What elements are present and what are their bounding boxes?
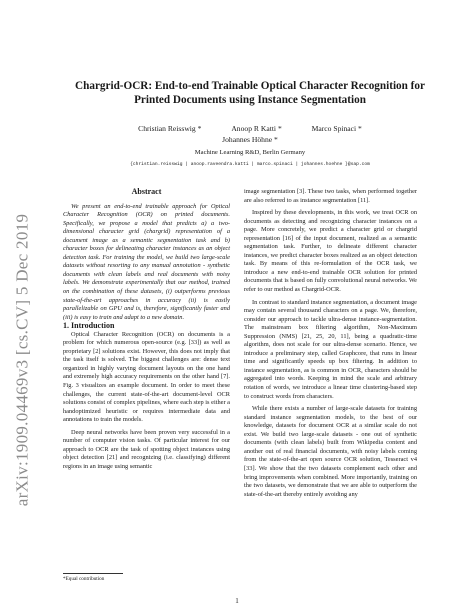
author-name: Anoop R Katti * <box>231 124 282 133</box>
body-paragraph: In contrast to standard instance segmentation, a document image may contain several thousand characters on a page. We, therefore, consider our approach to tackle ultra-dense instance-segmentation. The mainstream box filtering algorithm, Non-Maximum Suppression (NMS) [21, 25, 20, 11], being a quadratic-time algorithm, does not scale for our ultra-dense scenario. Hence, we introduce a preliminary step, called Graphcore, that runs in linear time and significantly speeds up box filtering. In addition to instance segmentation, as is common in OCR, characters should be aggregated into words. Keeping in mind the scale and arbitrary rotation of words, we introduce a linear time clustering-based step to construct words from characters. <box>244 298 417 400</box>
author-list <box>70 124 430 145</box>
body-paragraph: While there exists a number of large-scale datasets for training standard instance segmentation models, to the best of our knowledge, datasets for document OCR at a similar scale do not exist. We build two large-scale datasets - one out of synthetic documents (with clean labels) built from Wikipedia content and another out of real financial documents, with noisy labels coming from the state-of-the-art open source OCR solution, Tesseract v4 [33]. We show that the two datasets complement each other and bring improvements when combined. More importantly, training on the two datasets, we demonstrate that we are able to outperform the state-of-the-art thereby entirely avoiding any <box>244 405 417 498</box>
title-line-1: Chargrid-OCR: End-to-end Trainable Optical Character Recognition for <box>75 80 425 92</box>
author-name: Christian Reisswig * <box>138 124 202 133</box>
author-name: Johannes Höhne * <box>222 134 278 144</box>
abstract-heading: Abstract <box>131 187 162 196</box>
paper-title <box>70 79 430 107</box>
footnote: *Equal contribution <box>63 576 105 582</box>
intro-paragraph: Optical Character Recognition (OCR) on documents is a problem for which numerous open-source (e.g. [33]) as well as proprietary [2] solutions exist. However, this does not imply that the task itself is solved. The biggest challenges are: dense text organized in highly varying document layouts on the one hand and extremely high accuracy requirements on the other hand [7]. Fig. 3 visualizes an example document. In order to meet these challenges, the current state-of-the-art document-level OCR solutions consist of complex pipelines, where each step is either a handoptimized heuristic or requires intermediate data and annotations to train the models. <box>63 330 230 424</box>
arxiv-identifier-text: arXiv:1909.04469v3 [cs.CV] 5 Dec 2019 <box>12 213 31 507</box>
title-line-2: Printed Documents using Instance Segmentation <box>134 94 366 106</box>
body-paragraph: image segmentation [3]. These two tasks, when performed together are also referred to as instance segmentation [11]. <box>244 188 417 204</box>
body-paragraph: Inspired by these developments, in this work, we treat OCR on documents as detecting and recognizing character instances on a page. More concretely, we predict a character grid or chargrid representation [16] of the input document, realized as a semantic segmentation task. Further, to delineate different character instances, we predict character boxes realized as an object detection task. By means of this re-formulation of the OCR task, we introduce a new end-to-end trainable OCR solution for printed documents that is based on fully convolutional neural networks. We refer to our method as Chargrid-OCR. <box>244 209 417 294</box>
footnote-rule <box>63 573 123 574</box>
introduction-heading: 1. Introduction <box>63 321 115 331</box>
abstract-text: We present an end-to-end trainable approach for Optical Character Recognition (OCR) on printed documents. Specifically, we propose a model that predicts a) a two-dimensional character grid (chargrid) representation of a document image as a semantic segmentation task and b) character boxes for delineating character instances as an object detection task. For training the model, we build two large-scale datasets without resorting to any manual annotation - synthetic documents with clean labels and real documents with noisy labels. We demonstrate experimentally that our method, trained on the combination of these datasets, (i) outperforms previous state-of-the-art approaches in accuracy (ii) is easily parallelizable on GPU and is, therefore, significantly faster and (iii) is easy to train and adapt to a new domain. <box>63 202 230 321</box>
intro-paragraph: Deep neural networks have been proven very successful in a number of computer vision tasks. Of particular interest for our approach to OCR are the task of spotting object instances using object detection [21] and recognizing (i.e. classifying) different regions in an image using semantic <box>63 428 230 470</box>
arxiv-identifier-stamp <box>2 180 42 540</box>
author-emails: {christian.reisswig | anoop.raveendra.katti | marco.spinaci | johannes.hoehne }@sap.com <box>130 162 370 167</box>
author-name: Marco Spinaci * <box>311 124 362 133</box>
page-number: 1 <box>235 597 239 605</box>
left-column <box>63 188 230 476</box>
affiliation: Machine Learning R&D, Berlin Germany <box>194 149 306 156</box>
right-column <box>244 188 417 503</box>
